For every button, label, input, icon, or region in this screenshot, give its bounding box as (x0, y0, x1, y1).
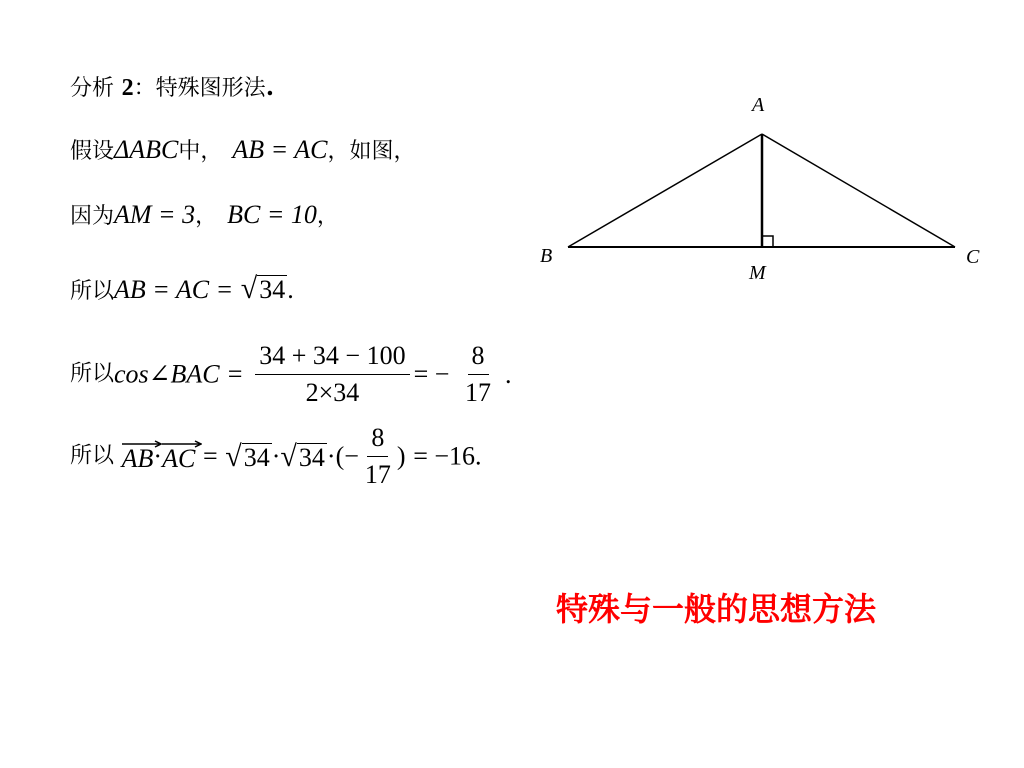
cosine-eq: = − (413, 359, 450, 389)
label-a: A (752, 94, 765, 116)
cosine-suffix: . (505, 359, 512, 389)
dot-eq: = (202, 441, 218, 471)
radical-sign: √ (240, 272, 258, 305)
heading-text: 特殊图形法 (155, 76, 266, 101)
given-prefix: 因为 (70, 204, 115, 229)
label-c: C (966, 246, 980, 268)
result-denominator: 17 (465, 378, 492, 407)
result-numerator: 8 (468, 340, 489, 375)
triangle-expr: ΔABC (114, 135, 179, 164)
dot-suffix: . (475, 441, 482, 471)
heading-colon: ： (133, 76, 156, 101)
paren-close: ) (396, 441, 406, 471)
right-angle-mark (762, 236, 773, 247)
dot-numerator: 8 (367, 422, 388, 457)
sides-expr: AB = AC = (114, 275, 234, 304)
label-m: M (749, 262, 766, 284)
vector-ac: AC (162, 440, 195, 474)
equal-sides-expr: AB = AC (232, 135, 328, 164)
conclusion-text: 特殊与一般的思想方法 (556, 590, 877, 628)
am-expr: AM = 3 (114, 200, 196, 229)
sides-suffix: . (287, 275, 294, 304)
assumption-suffix: ，如图， (327, 139, 416, 164)
side-ab (568, 134, 762, 247)
given-suffix: ， (316, 204, 339, 229)
dot-denominator: 17 (364, 460, 391, 489)
radicand: 34 (259, 275, 286, 304)
dot-result: = −16 (413, 441, 476, 471)
cosine-prefix: 所以 (70, 361, 115, 387)
paren-open: (− (335, 441, 359, 471)
sides-prefix: 所以 (70, 279, 115, 304)
label-b: B (540, 245, 553, 267)
assumption-prefix: 假设 (70, 139, 115, 164)
radical-sign: √ (225, 439, 242, 473)
side-ac (762, 134, 955, 247)
given-separator: ， (195, 204, 218, 229)
vector-ab: AB (122, 440, 154, 474)
assumption-mid: 中， (178, 139, 223, 164)
heading-label: 分析 (70, 76, 115, 101)
cosine-lhs: cos∠BAC = (114, 359, 244, 389)
radicand-second: 34 (298, 442, 325, 472)
cosine-denominator: 2×34 (305, 378, 360, 407)
dot-prefix: 所以 (70, 443, 115, 469)
dot-operator-3: · (326, 441, 336, 471)
heading-number: 2 (121, 75, 134, 101)
radicand-first: 34 (243, 442, 270, 472)
radical-sign: √ (280, 439, 297, 473)
dot-operator: · (153, 441, 163, 471)
dot-operator-2: · (271, 441, 281, 471)
bc-expr: BC = 10 (227, 200, 317, 229)
heading-period: . (265, 72, 275, 101)
cosine-numerator: 34 + 34 − 100 (255, 340, 409, 375)
